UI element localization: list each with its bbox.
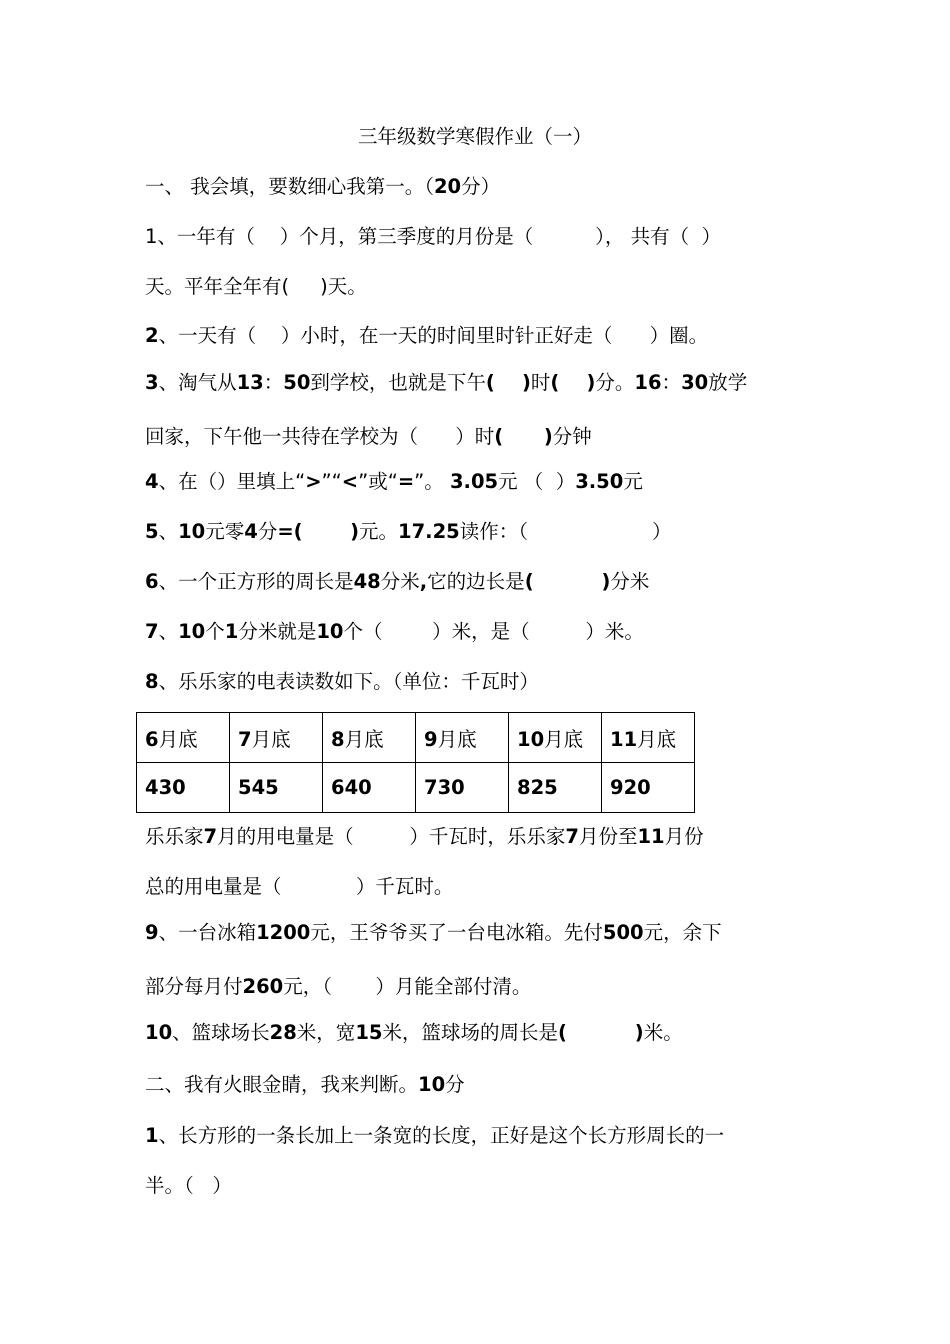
q7-text-a: 、 (158, 620, 179, 643)
q7-value3: 10 (316, 620, 344, 643)
q4-value1: 3.05 (449, 470, 499, 493)
document-title: 三年级数学寒假作业（一） (357, 125, 592, 148)
q6 (145, 569, 649, 595)
header-month-unit: 月底 (158, 727, 198, 751)
q7 (145, 619, 644, 645)
q5-text-e: 读作：（ ） (459, 520, 672, 543)
q8-l1-text-c: 月份至 (578, 825, 638, 848)
q10-text-a: 、篮球场长 (172, 1021, 270, 1044)
table-row (137, 763, 695, 813)
header-month-unit: 月底 (251, 727, 291, 751)
q2-number: 2 (145, 324, 159, 347)
table-value-cell (602, 763, 695, 813)
q6-value1: 48 (353, 570, 381, 593)
section-2-score-unit: 分 (445, 1073, 465, 1096)
q4-text-a: 、在（）里填上“ (158, 470, 306, 493)
header-month-number: 8 (331, 727, 345, 751)
table-row (137, 713, 695, 763)
q5-number: 5 (145, 520, 159, 543)
header-month-unit: 月底 (437, 727, 477, 751)
q8-line1 (145, 824, 704, 850)
section-2-heading-text: 二、我有火眼金睛，我来判断。 (145, 1073, 419, 1096)
q4-text-e: 元 （ ） (498, 470, 576, 493)
q7-number: 7 (145, 620, 159, 643)
table-header-cell (230, 713, 323, 763)
meter-reading-table (136, 712, 695, 813)
q6-blank: ( ) (524, 570, 611, 593)
q8-intro (145, 669, 539, 695)
q4-greater-sign: > (305, 470, 322, 493)
q9-number: 9 (145, 921, 159, 944)
header-month-number: 10 (517, 727, 545, 751)
section-1-heading (145, 174, 500, 200)
q7-value1: 10 (178, 620, 206, 643)
reading-value: 640 (331, 776, 372, 799)
q7-value2: 1 (224, 620, 239, 643)
q8-text-a: 、乐乐家的电表读数如下。（单位：千瓦时） (158, 670, 539, 693)
q3-line2-text-b: 分钟 (552, 425, 592, 448)
q3-colon1: ： (263, 371, 284, 394)
q6-number: 6 (145, 570, 159, 593)
q3-text-a: 、淘气从 (158, 371, 237, 394)
reading-value: 730 (424, 776, 465, 799)
q8-l1-month2: 7 (565, 825, 579, 848)
q4 (145, 469, 643, 495)
q10-value1: 28 (269, 1021, 297, 1044)
s2-q1-number: 1 (145, 1124, 159, 1147)
section-1-score-unit: 分） (461, 175, 501, 198)
q8-number: 8 (145, 670, 159, 693)
q3-number: 3 (145, 371, 159, 394)
q4-number: 4 (145, 470, 159, 493)
section-2-score: 10 (418, 1073, 446, 1096)
q1-line1: 1、一年有（ ）个月，第三季度的月份是（ ）， 共有（ ） (145, 225, 722, 248)
q10-text-d: 米。 (643, 1021, 683, 1044)
section-2-heading (145, 1072, 465, 1098)
table-header-cell (509, 713, 602, 763)
q4-less-sign: < (341, 470, 359, 493)
q3-time2-min: 30 (681, 371, 709, 394)
q3-line2 (145, 424, 592, 450)
q9-text-a: 、一台冰箱 (158, 921, 257, 944)
q8-l1-text-d: 月份 (664, 825, 704, 848)
q4-value2: 3.50 (575, 470, 624, 493)
q3-time1-min: 50 (283, 371, 311, 394)
q9-value3: 260 (242, 975, 284, 998)
table-header-cell (416, 713, 509, 763)
q10-value2: 15 (355, 1021, 383, 1044)
q10-text-c: 米，篮球场的周长是 (382, 1021, 558, 1044)
q8-line2: 总的用电量是（ ）千瓦时。 (145, 875, 454, 898)
header-month-number: 6 (145, 727, 159, 751)
reading-value: 545 (238, 776, 279, 799)
header-month-unit: 月底 (544, 727, 584, 751)
q5-value3: 17.25 (398, 520, 460, 543)
q3-blank-duration: ( ) (494, 425, 553, 448)
q3-line1 (145, 370, 747, 396)
reading-value: 920 (610, 776, 651, 799)
header-month-unit: 月底 (637, 727, 677, 751)
q10-blank: ( ) (557, 1021, 644, 1044)
header-month-number: 9 (424, 727, 438, 751)
q5-blank: =( ) (277, 520, 360, 543)
q9-text-c: 元，余下 (643, 921, 722, 944)
header-month-number: 7 (238, 727, 252, 751)
table-value-cell (230, 763, 323, 813)
q4-text-f: 元 (623, 470, 643, 493)
q6-text-b: 分米 (380, 570, 420, 593)
q3-colon2: ： (661, 371, 682, 394)
q8-l1-month3: 11 (637, 825, 665, 848)
q10 (145, 1020, 683, 1046)
table-value-cell (509, 763, 602, 813)
header-month-number: 11 (610, 727, 638, 751)
reading-value: 430 (145, 776, 186, 799)
q9-text-b: 元，王爷爷买了一台电冰箱。先付 (310, 921, 603, 944)
table-value-cell (137, 763, 230, 813)
q9-value1: 1200 (256, 921, 311, 944)
header-month-unit: 月底 (344, 727, 384, 751)
q9-line1 (145, 920, 722, 946)
q5-text-d: 元。 (359, 520, 399, 543)
q6-text-d: 分米 (610, 570, 650, 593)
table-header-cell (602, 713, 695, 763)
q3-text-e: 分。 (595, 371, 635, 394)
q9-l2-text-a: 部分每月付 (145, 975, 243, 998)
q5 (145, 519, 671, 545)
table-header-cell (323, 713, 416, 763)
section-1-heading-text: 一、 我会填，要数细心我第一。 (145, 175, 425, 198)
table-header-cell (137, 713, 230, 763)
q7-text-b: 个 (205, 620, 225, 643)
q2-text: 、一天有（ ）小时，在一天的时间里时针正好走（ ）圈。 (158, 324, 709, 347)
q5-text-a: 、 (158, 520, 179, 543)
table-value-cell (416, 763, 509, 813)
q6-text-c: 它的边长是 (427, 570, 525, 593)
q1-line2: 天。平年全年有( )天。 (145, 275, 367, 298)
q10-number: 10 (145, 1021, 173, 1044)
q3-time1-hour: 13 (236, 371, 264, 394)
q9-value2: 500 (602, 921, 644, 944)
q5-text-b: 元零 (205, 520, 245, 543)
q7-text-d: 个（ ）米，是（ ）米。 (343, 620, 644, 643)
q5-text-c: 分 (257, 520, 278, 543)
q3-line2-text-a: 回家，下午他一共待在学校为（ ）时 (145, 425, 495, 448)
q4-text-b: ”“ (321, 470, 342, 493)
s2-q1-line1 (145, 1123, 724, 1149)
q8-l1-text-a: 乐乐家 (145, 825, 204, 848)
q10-text-b: 米，宽 (296, 1021, 356, 1044)
s2-q1-text: 、长方形的一条长加上一条宽的长度，正好是这个长方形周长的一 (158, 1124, 725, 1147)
q3-text-c: 到学校，也就是下午 (310, 371, 486, 394)
q4-text-d: ”。 (414, 470, 450, 493)
q8-l1-text-b: 月的用电量是（ ）千瓦时，乐乐家 (217, 825, 566, 848)
q5-value1: 10 (178, 520, 206, 543)
reading-value: 825 (517, 776, 558, 799)
q6-text-a: 、一个正方形的周长是 (158, 570, 354, 593)
q9-line2 (145, 974, 531, 1000)
section-1-score-open: （ (424, 175, 434, 198)
q5-value2: 4 (244, 520, 258, 543)
q3-blank-min: ( ) (550, 371, 596, 394)
section-1-score: 20 (433, 175, 462, 198)
s2-q1-line2: 半。（ ） (145, 1174, 232, 1197)
q6-comma: , (419, 570, 428, 593)
q3-blank-hour: ( ) (485, 371, 531, 394)
q4-equal-sign: = (397, 470, 415, 493)
q9-l2-text-b: 元，（ ）月能全部付清。 (283, 975, 532, 998)
q2 (145, 323, 708, 349)
q4-text-c: ”或“ (358, 470, 398, 493)
q3-text-d: 时 (530, 371, 551, 394)
q8-l1-month1: 7 (203, 825, 218, 848)
q7-text-c: 分米就是 (238, 620, 317, 643)
q3-time2-hour: 16 (634, 371, 662, 394)
table-value-cell (323, 763, 416, 813)
q3-text-g: 放学 (708, 371, 748, 394)
